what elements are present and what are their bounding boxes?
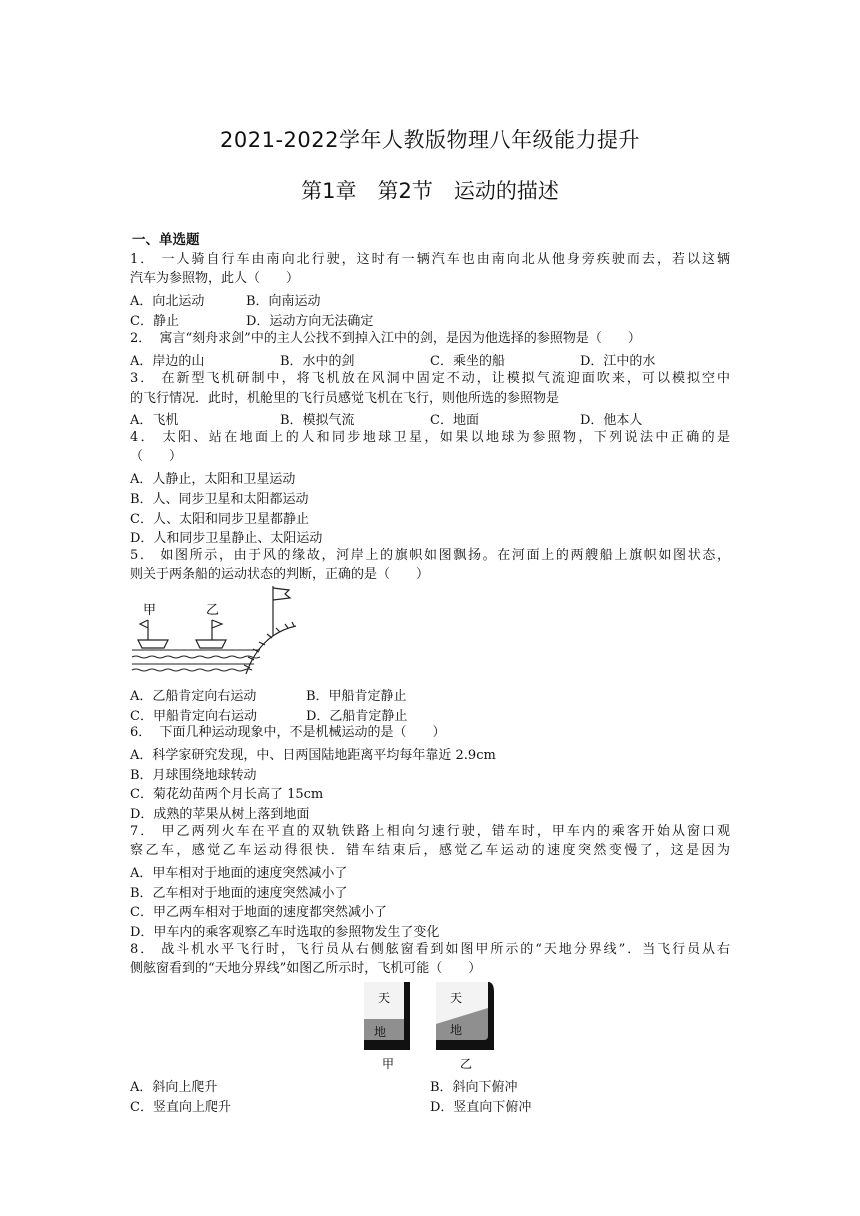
question-7-line-1: 7． 甲乙两列火车在平直的双轨铁路上相向匀速行驶，错车时，甲车内的乘客开始从窗口观 xyxy=(130,824,730,839)
question-7-option-b[interactable]: B．乙车相对于地面的速度突然减小了 xyxy=(130,886,348,901)
question-5-line-1: 5． 如图所示，由于风的缘故，河岸上的旗帜如图飘扬。在河面上的两艘船上旗帜如图状态， xyxy=(130,548,730,563)
figure-jia-caption: 甲 xyxy=(382,1057,395,1071)
boat-jia xyxy=(138,620,168,648)
figure-yi-caption: 乙 xyxy=(460,1057,473,1071)
question-2-option-a[interactable]: A．岸边的山 xyxy=(130,354,205,369)
question-3-option-a[interactable]: A．飞机 xyxy=(130,413,179,428)
question-8-option-b[interactable]: B．斜向下俯冲 xyxy=(430,1080,518,1095)
question-2-option-d[interactable]: D．江中的水 xyxy=(580,354,656,369)
question-3-line-1: 3． 在新型飞机研制中，将飞机放在风洞中固定不动，让模拟气流迎面吹来，可以模拟空中 xyxy=(130,371,730,386)
question-1-option-c[interactable]: C．静止 xyxy=(130,314,179,329)
question-5-option-d[interactable]: D．乙船肯定静止 xyxy=(306,709,408,724)
question-7-option-d[interactable]: D．甲车内的乘客观察乙车时选取的参照物发生了变化 xyxy=(130,925,440,940)
window-jia-ground-label: 地 xyxy=(374,1025,387,1039)
question-7-line-2: 察乙车，感觉乙车运动得很快．错车结束后，感觉乙车运动的速度突然变慢了，这是因为 xyxy=(130,843,730,858)
question-8-option-a[interactable]: A．斜向上爬升 xyxy=(130,1080,218,1095)
question-5-option-b[interactable]: B．甲船肯定静止 xyxy=(306,689,407,704)
question-5-line-2: 则关于两条船的运动状态的判断，正确的是（ ） xyxy=(130,567,430,582)
question-3-option-b[interactable]: B．模拟气流 xyxy=(280,413,355,428)
boats-flags-figure xyxy=(128,582,300,678)
window-yi-sky-label: 天 xyxy=(450,991,463,1005)
question-5-option-c[interactable]: C．甲船肯定向右运动 xyxy=(130,709,257,724)
question-6-option-c[interactable]: C．菊花幼苗两个月长高了 15cm xyxy=(130,787,324,802)
question-1-option-d[interactable]: D．运动方向无法确定 xyxy=(246,314,374,329)
question-1-option-b[interactable]: B．向南运动 xyxy=(246,294,321,309)
page-subtitle: 第1章 第2节 运动的描述 xyxy=(301,179,559,203)
question-1-line-1: 1． 一人骑自行车由南向北行驶，这时有一辆汽车也由南向北从他身旁疾驶而去，若以这辆 xyxy=(130,252,730,267)
question-4-option-c[interactable]: C．人、太阳和同步卫星都静止 xyxy=(130,512,309,527)
question-8-option-c[interactable]: C．竖直向上爬升 xyxy=(130,1100,231,1115)
question-2-line-1: 2． 寓言“刻舟求剑”中的主人公找不到掉入江中的剑，是因为他选择的参照物是（ ） xyxy=(130,331,641,346)
question-6-option-a[interactable]: A．科学家研究发现，中、日两国陆地距离平均每年靠近 2.9cm xyxy=(130,748,496,763)
boat-yi-label: 乙 xyxy=(206,603,220,618)
question-6-option-d[interactable]: D．成熟的苹果从树上落到地面 xyxy=(130,807,310,822)
question-2-option-b[interactable]: B．水中的剑 xyxy=(280,354,355,369)
page-title: 2021-2022学年人教版物理八年级能力提升 xyxy=(220,128,640,152)
question-4-option-a[interactable]: A．人静止，太阳和卫星运动 xyxy=(130,472,296,487)
question-3-option-c[interactable]: C．地面 xyxy=(430,413,479,428)
question-2-option-c[interactable]: C．乘坐的船 xyxy=(430,354,505,369)
question-4-option-d[interactable]: D．人和同步卫星静止、太阳运动 xyxy=(130,531,323,546)
question-7-option-c[interactable]: C．甲乙两车相对于地面的速度都突然减小了 xyxy=(130,905,387,920)
boat-jia-label: 甲 xyxy=(143,603,157,618)
section-heading: 一、单选题 xyxy=(132,232,200,248)
question-1-line-2: 汽车为参照物，此人（ ） xyxy=(130,271,300,286)
question-4-line-2: （ ） xyxy=(130,449,183,464)
question-8-line-2: 侧舷窗看到的“天地分界线”如图乙所示时，飞机可能（ ） xyxy=(130,961,482,976)
question-8-line-1: 8． 战斗机水平飞行时，飞行员从右侧舷窗看到如图甲所示的“天地分界线”．当飞行员从右 xyxy=(130,942,730,957)
boat-yi xyxy=(196,620,226,648)
window-jia-sky-label: 天 xyxy=(378,991,391,1005)
window-yi-ground-label: 地 xyxy=(450,1023,463,1037)
question-1-option-a[interactable]: A．向北运动 xyxy=(130,294,205,309)
riverbank xyxy=(244,622,296,674)
question-6-option-b[interactable]: B．月球围绕地球转动 xyxy=(130,768,257,783)
question-6-line-1: 6． 下面几种运动现象中，不是机械运动的是（ ） xyxy=(130,725,446,740)
horizon-figure xyxy=(360,978,510,1072)
question-5-option-a[interactable]: A．乙船肯定向右运动 xyxy=(130,689,257,704)
question-4-option-b[interactable]: B．人、同步卫星和太阳都运动 xyxy=(130,492,309,507)
question-4-line-1: 4． 太阳、站在地面上的人和同步地球卫星，如果以地球为参照物，下列说法中正确的是 xyxy=(130,430,730,445)
question-3-line-2: 的飞行情况．此时，机舱里的飞行员感觉飞机在飞行，则他所选的参照物是 xyxy=(130,391,560,406)
window-yi xyxy=(436,982,494,1050)
question-8-option-d[interactable]: D．竖直向下俯冲 xyxy=(430,1100,532,1115)
question-3-option-d[interactable]: D．他本人 xyxy=(580,413,643,428)
question-7-option-a[interactable]: A．甲车相对于地面的速度突然减小了 xyxy=(130,866,348,881)
